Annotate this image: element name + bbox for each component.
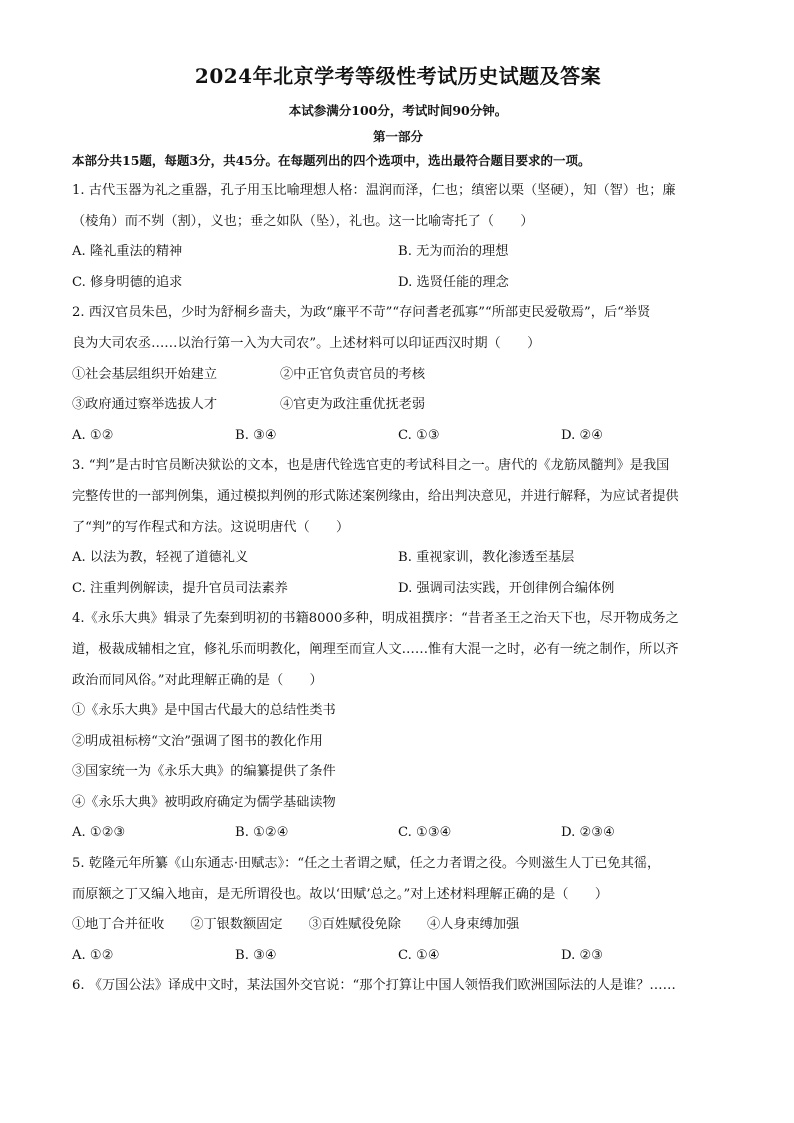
question-stem-line: 良为大司农丞……以治行第一入为大司农”。上述材料可以印证西汉时期（ ） [72, 335, 541, 351]
statements-row [72, 360, 724, 391]
statement-4: ④官吏为政注重优抚老弱 [280, 397, 426, 413]
option-b[interactable]: B. 无为而治的理想 [398, 244, 509, 260]
option-a[interactable]: A. ①② [72, 427, 114, 443]
statement-1: ①社会基层组织开始建立 [72, 366, 218, 382]
statements-row [72, 390, 724, 421]
exam-subtitle: 本试参满分100分，考试时间90分钟。 [288, 103, 508, 118]
option-c[interactable]: C. 修身明德的追求 [72, 274, 183, 290]
option-c[interactable]: C. ①④ [398, 947, 440, 963]
statement-1: ①《永乐大典》是中国古代最大的总结性类书 [72, 703, 336, 719]
question-6 [72, 971, 724, 1002]
question-4 [72, 604, 724, 849]
statement-3: ③百姓赋役免除 [308, 917, 401, 933]
part-instructions: 本部分共15题，每题3分，共45分。在每题列出的四个选项中，选出最符合题目要求的一项。 [72, 153, 591, 168]
question-stem-line: 道，极裁成辅相之宜，修礼乐而明教化，阐理至而宣人文……惟有大混一之时，必有一统之制作，所以齐 [72, 641, 679, 657]
options-row [72, 543, 724, 574]
statement-2: ②丁银数额固定 [190, 917, 283, 933]
options-row [72, 237, 724, 268]
question-5 [72, 849, 724, 971]
question-3 [72, 451, 724, 604]
question-stem-line: （棱角）而不刿（割），义也；垂之如队（坠），礼也。这一比喻寄托了（ ） [72, 213, 534, 229]
question-2 [72, 298, 724, 451]
statements-row [72, 910, 724, 941]
option-d[interactable]: D. ②③④ [561, 825, 615, 841]
options-row [72, 574, 724, 605]
option-b[interactable]: B. ③④ [235, 947, 277, 963]
question-stem-line: 4.《永乐大典》辑录了先秦到明初的书籍8000多种，明成祖撰序：“昔者圣王之治天下也，尽开物成务之 [72, 611, 679, 627]
question-stem-line: 3. “判”是古时官员断决狱讼的文本，也是唐代铨选官吏的考试科目之一。唐代的《龙筋凤髓判》是我国 [72, 458, 670, 474]
option-d[interactable]: D. 强调司法实践，开创律例合编体例 [398, 580, 615, 596]
exam-title: 2024年北京学考等级性考试历史试题及答案 [194, 64, 602, 88]
options-row [72, 818, 724, 849]
question-stem-line: 5. 乾隆元年所纂《山东通志·田赋志》：“任之土者谓之赋，任之力者谓之役。今则滋生人丁已免其徭， [72, 856, 661, 872]
question-stem-line: 了“判”的写作程式和方法。这说明唐代（ ） [72, 519, 350, 535]
question-stem-line: 政治而同风俗。”对此理解正确的是（ ） [72, 672, 323, 688]
option-c[interactable]: C. 注重判例解读，提升官员司法素养 [72, 580, 288, 596]
question-stem-line: 完整传世的一部判例集，通过模拟判例的形式陈述案例缘由，给出判决意见，并进行解释，为应试者提供 [72, 488, 679, 504]
statement-2: ②中正官负责官员的考核 [280, 366, 426, 382]
option-c[interactable]: C. ①③④ [398, 825, 452, 841]
option-a[interactable]: A. ①②③ [72, 825, 126, 841]
options-row [72, 941, 724, 972]
option-c[interactable]: C. ①③ [398, 427, 440, 443]
option-d[interactable]: D. ②④ [561, 427, 604, 443]
option-b[interactable]: B. 重视家训，教化渗透至基层 [398, 550, 575, 566]
option-d[interactable]: D. 选贤任能的理念 [398, 274, 509, 290]
options-row [72, 268, 724, 299]
question-stem-line: 2. 西汉官员朱邑，少时为舒桐乡啬夫，为政“廉平不苛”“存问耆老孤寡”“所部吏民爱敬焉”，后“举贤 [72, 305, 651, 321]
option-a[interactable]: A. 隆礼重法的精神 [72, 244, 183, 260]
option-b[interactable]: B. ①②④ [235, 825, 289, 841]
option-b[interactable]: B. ③④ [235, 427, 277, 443]
question-1 [72, 176, 724, 298]
question-stem-line: 而原额之丁又编入地亩，是无所谓役也。故以‘田赋’总之。”对上述材料理解正确的是（ ） [72, 886, 609, 902]
question-stem-line: 1. 古代玉器为礼之重器，孔子用玉比喻理想人格：温润而泽，仁也；缜密以栗（坚硬），知（智）也；廉 [72, 183, 676, 198]
statement-4: ④人身束缚加强 [426, 917, 520, 933]
exam-page [72, 62, 724, 1002]
statement-3: ③国家统一为《永乐大典》的编纂提供了条件 [72, 764, 336, 780]
option-a[interactable]: A. 以法为教，轻视了道德礼义 [72, 550, 249, 566]
statement-3: ③政府通过察举选拔人才 [72, 397, 218, 413]
option-d[interactable]: D. ②③ [561, 947, 604, 963]
statement-1: ①地丁合并征收 [72, 917, 165, 933]
question-stem-line: 6. 《万国公法》译成中文时，某法国外交官说：“那个打算让中国人领悟我们欧洲国际法的人是谁？…… [72, 978, 676, 994]
statement-4: ④《永乐大典》被明政府确定为儒学基础读物 [72, 794, 336, 810]
part-heading: 第一部分 [372, 129, 423, 144]
statement-2: ②明成祖标榜“文治”强调了图书的教化作用 [72, 733, 323, 749]
option-a[interactable]: A. ①② [72, 947, 114, 963]
options-row [72, 421, 724, 452]
